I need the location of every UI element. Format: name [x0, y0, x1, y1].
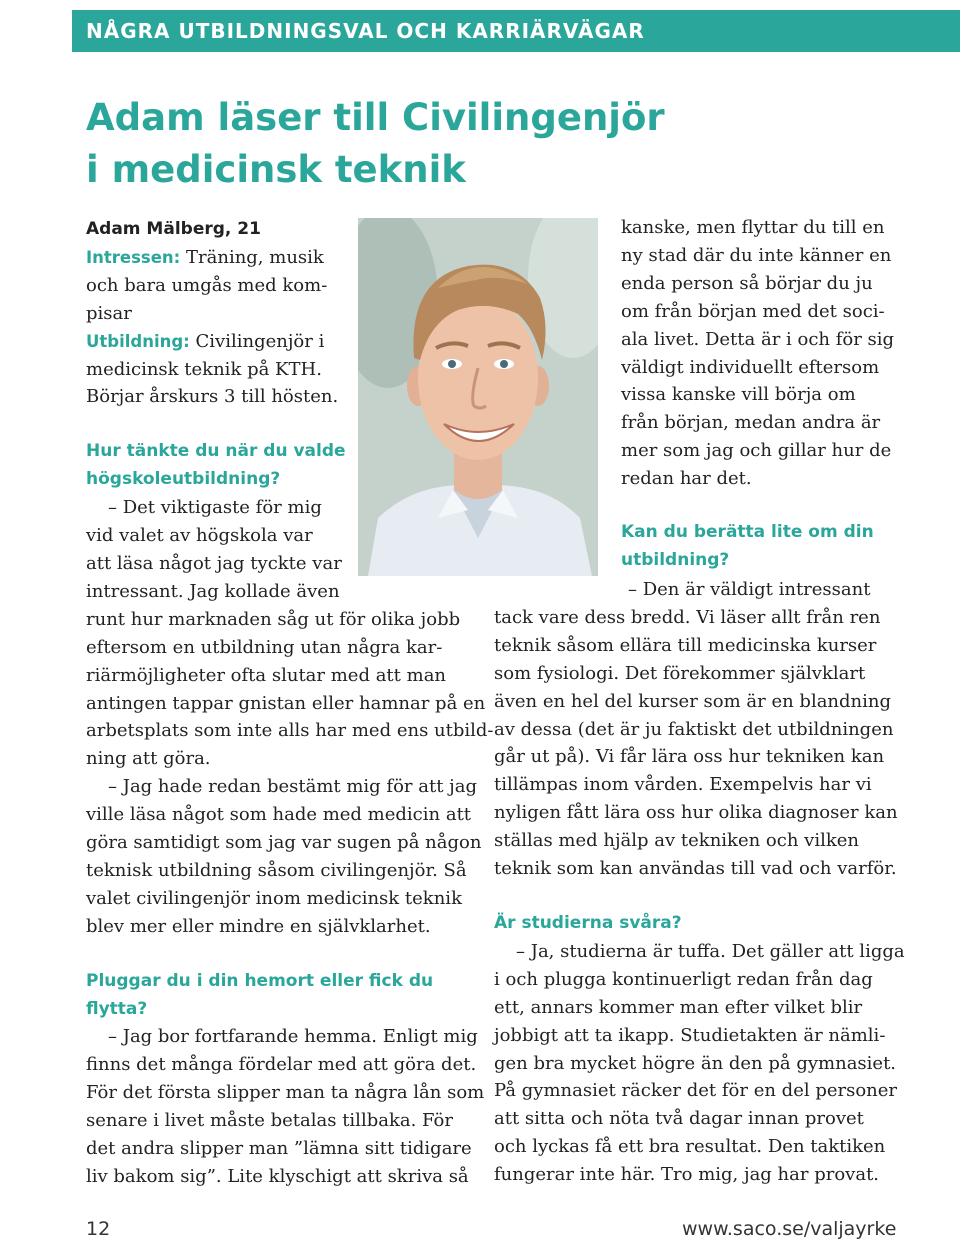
answer-line: göra samtidigt som jag var sugen på någon: [86, 832, 482, 854]
answer-line: tillämpas inom vården. Exempelvis har vi: [494, 774, 872, 796]
answer-line: blev mer eller mindre en självklarhet.: [86, 915, 431, 937]
answer-line: teknik såsom ellära till medicinska kurser: [494, 634, 877, 656]
question-heading: Hur tänkte du när du valde: [86, 441, 346, 462]
education-text: medicinsk teknik på KTH.: [86, 358, 322, 380]
profile-education: [86, 328, 556, 356]
answer-line: ville läsa något som hade med medicin att: [86, 804, 472, 826]
answer-line: – Ja, studierna är tuffa. Det gäller att ligga: [516, 940, 905, 962]
answer-line: teknik som kan användas till vad och varför.: [494, 858, 897, 880]
answer-line: runt hur marknaden såg ut för olika jobb: [86, 608, 461, 630]
profile-interests: [86, 244, 556, 272]
right-column-top: [621, 214, 951, 575]
page-number: 12: [86, 1218, 111, 1240]
answer-line: om från början med det soci-: [621, 300, 885, 322]
answer-line: i och plugga kontinuerligt redan från dag: [494, 968, 873, 990]
answer-line: av dessa (det är ju faktiskt det utbildningen: [494, 718, 894, 740]
answer-line: liv bakom sig”. Lite klyschigt att skriva så: [86, 1166, 469, 1187]
left-column: [86, 216, 556, 1191]
education-text: Börjar årskurs 3 till hösten.: [86, 386, 339, 408]
interests-text: pisar: [86, 302, 132, 324]
answer-line: vid valet av högskola var: [86, 525, 313, 547]
answer-line: mer som jag och gillar hur de: [621, 440, 892, 462]
answer-line: tack vare dess bredd. Vi läser allt från ren: [494, 606, 881, 628]
footer-url[interactable]: www.saco.se/valjayrke: [682, 1218, 897, 1240]
answer-line: som fysiologi. Det förekommer självklart: [494, 662, 866, 684]
answer-line: intressant. Jag kollade även: [86, 580, 340, 602]
answer-line: senare i livet måste betalas tillbaka. För: [86, 1110, 453, 1132]
answer-line: riärmöjligheter ofta slutar med att man: [86, 664, 447, 686]
article-title: [86, 92, 665, 196]
answer-line: vissa kanske vill börja om: [621, 384, 856, 406]
answer-line: För det första slipper man ta några lån som: [86, 1082, 485, 1104]
question-heading: Pluggar du i din hemort eller fick du: [86, 970, 434, 991]
interests-text: och bara umgås med kom-: [86, 274, 328, 296]
answer-line: det andra slipper man ”lämna sitt tidigare: [86, 1138, 472, 1160]
answer-line: teknisk utbildning såsom civilingenjör. Så: [86, 859, 467, 881]
answer-line: gen bra mycket högre än den på gymnasiet.: [494, 1052, 897, 1074]
answer-line: att sitta och nöta två dagar innan provet: [494, 1108, 864, 1130]
answer-line: – Det viktigaste för mig: [108, 497, 322, 519]
answer-line: redan har det.: [621, 468, 752, 490]
answer-line: valet civilingenjör inom medicinsk teknik: [86, 887, 462, 909]
answer-line: ställas med hjälp av tekniken och vilken: [494, 830, 859, 852]
answer-line: finns det många fördelar med att göra det.: [86, 1054, 477, 1076]
answer-line: från början, medan andra är: [621, 412, 881, 434]
answer-line: På gymnasiet räcker det för en del personer: [494, 1080, 898, 1102]
question-heading: utbildning?: [621, 549, 730, 570]
answer-line: eftersom en utbildning utan några kar-: [86, 636, 443, 658]
interests-text: Träning, musik: [180, 246, 324, 268]
question-heading: flytta?: [86, 998, 148, 1019]
answer-line: – Jag hade redan bestämt mig för att jag: [108, 776, 478, 798]
interests-label: Intressen:: [86, 247, 181, 267]
education-text: Civilingenjör i: [189, 330, 325, 352]
education-label: Utbildning:: [86, 331, 190, 351]
question-heading: Kan du berätta lite om din: [621, 522, 874, 543]
answer-line: kanske, men flyttar du till en: [621, 217, 885, 238]
answer-line: nyligen fått lära oss hur olika diagnoser kan: [494, 802, 898, 824]
answer-line: – Den är väldigt intressant: [628, 579, 871, 600]
answer-line: – Jag bor fortfarande hemma. Enligt mig: [108, 1026, 478, 1048]
title-line: i medicinsk teknik: [86, 148, 466, 191]
answer-line: ala livet. Detta är i och för sig: [621, 328, 895, 350]
section-banner: [72, 10, 960, 52]
answer-line: arbetsplats som inte alls har med ens utbild-: [86, 720, 494, 742]
profile-name: Adam Mälberg, 21: [86, 219, 261, 239]
answer-line: och lyckas få ett bra resultat. Den taktiken: [494, 1136, 886, 1158]
answer-line: fungerar inte här. Tro mig, jag har provat.: [494, 1164, 880, 1186]
answer-line: går ut på). Vi får lära oss hur tekniken kan: [494, 746, 885, 768]
question-heading: högskoleutbildning?: [86, 469, 281, 490]
title-line: Adam läser till Civilingenjör: [86, 96, 665, 139]
answer-line: jobbigt att ta ikapp. Studietakten är nämli-: [494, 1024, 886, 1046]
answer-line: ett, annars kommer man efter vilket blir: [494, 996, 863, 1018]
right-column-bottom: [494, 576, 954, 1189]
answer-line: antingen tappar gnistan eller hamnar på en: [86, 692, 486, 714]
answer-line: att läsa något jag tyckte var: [86, 552, 342, 574]
section-title: NÅGRA UTBILDNINGSVAL OCH KARRIÄRVÄGAR: [86, 19, 645, 43]
answer-line: ny stad där du inte känner en: [621, 244, 892, 266]
answer-line: ning att göra.: [86, 748, 211, 770]
question-heading: Är studierna svåra?: [494, 912, 682, 933]
answer-line: enda person så börjar du ju: [621, 272, 873, 294]
answer-line: även en hel del kurser som är en blandning: [494, 690, 892, 712]
answer-line: väldigt individuellt eftersom: [621, 356, 880, 378]
